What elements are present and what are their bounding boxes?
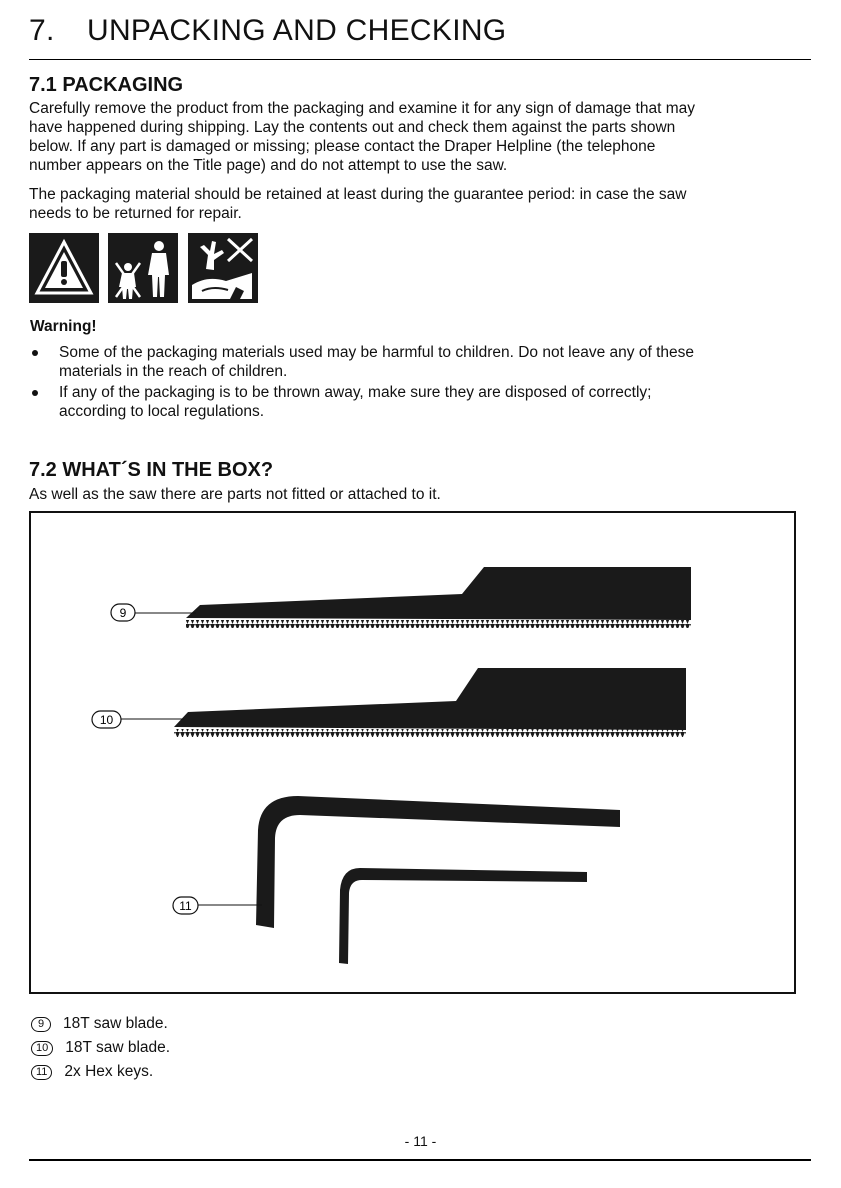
bullet-line: materials in the reach of children.: [59, 363, 288, 380]
legend-text: 2x Hex keys.: [64, 1063, 154, 1080]
footer-divider: [29, 1159, 811, 1161]
bullet-line: Some of the packaging materials used may be harmful to children. Do not leave any of these: [59, 344, 694, 361]
section-heading-packaging: 7.1 PACKAGING: [29, 74, 184, 96]
legend-text: 18T saw blade.: [65, 1039, 171, 1056]
legend-item: [31, 1036, 170, 1060]
callout-11-label: 11: [179, 899, 192, 913]
warning-title: Warning!: [30, 318, 97, 335]
legend-number-badge: 9: [31, 1017, 51, 1032]
section-heading-whats-in-box: 7.2 WHAT´S IN THE BOX?: [29, 459, 274, 481]
legend-item: [31, 1060, 170, 1084]
packaging-line: have happened during shipping. Lay the contents out and check them against the parts shown: [29, 119, 676, 136]
callout-9-label: 9: [119, 606, 127, 620]
legend-number-badge: 10: [31, 1041, 53, 1056]
saw-blade-9: [135, 567, 691, 628]
legend-item: [31, 1012, 170, 1036]
hex-key-large: [198, 796, 620, 928]
packaging-line: number appears on the Title page) and do not attempt to use the saw.: [29, 157, 508, 174]
parts-legend: [31, 1012, 170, 1084]
legend-text: 18T saw blade.: [63, 1015, 168, 1032]
callout-11: [173, 897, 198, 914]
callout-9: [111, 604, 135, 621]
saw-blade-10: [121, 668, 686, 737]
bullet-line: according to local regulations.: [59, 403, 265, 420]
callout-10-label: 10: [99, 713, 114, 727]
hex-key-small: [339, 868, 587, 964]
box-intro: As well as the saw there are parts not fitted or attached to it.: [29, 486, 441, 503]
legend-number-badge: 11: [31, 1065, 52, 1080]
packaging-line: Carefully remove the product from the packaging and examine it for any sign of damage that may: [29, 100, 695, 117]
packaging-line: below. If any part is damaged or missing; please contact the Draper Helpline (the telephone: [29, 138, 656, 155]
retain-line: needs to be returned for repair.: [29, 205, 242, 222]
retain-line: The packaging material should be retained at least during the guarantee period: in case the saw: [29, 186, 687, 203]
callout-10: [92, 711, 121, 728]
bullet-line: If any of the packaging is to be thrown away, make sure they are disposed of correctly;: [59, 384, 652, 401]
chapter-title-text: UNPACKING AND CHECKING: [87, 14, 507, 47]
chapter-number: 7.: [29, 14, 55, 47]
page-number: - 11 -: [404, 1133, 437, 1149]
